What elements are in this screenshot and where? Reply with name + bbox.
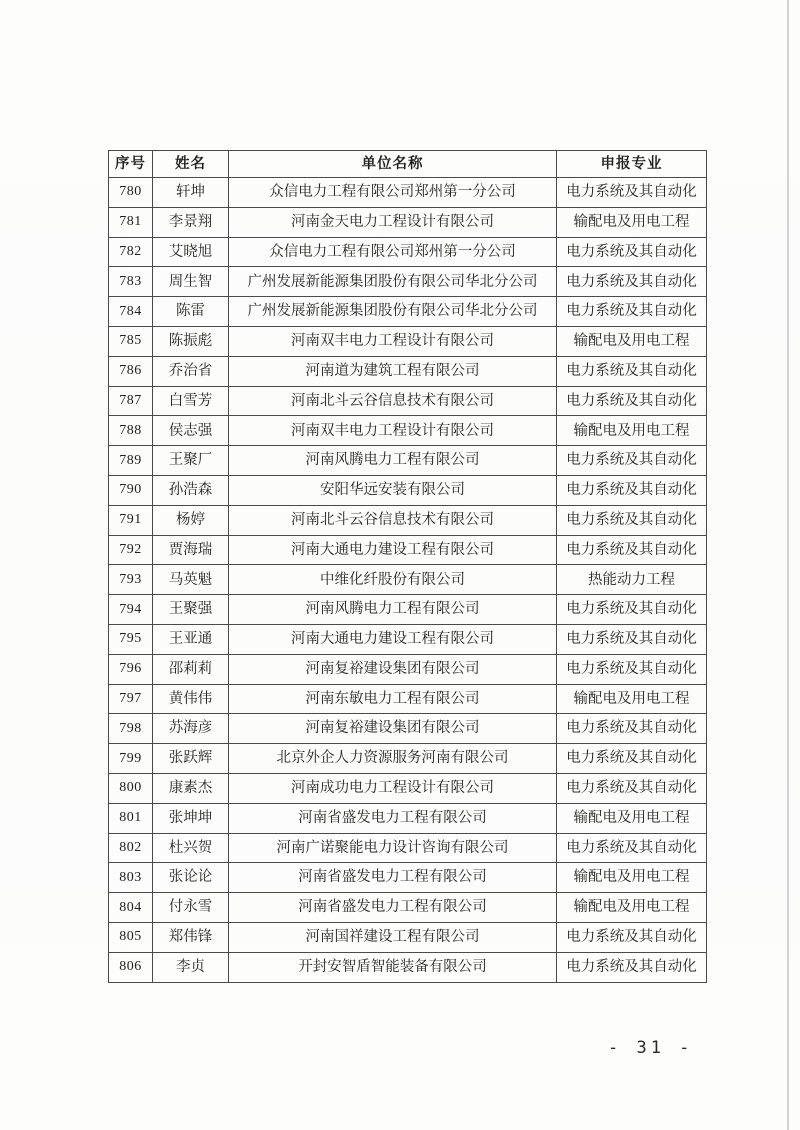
cell-company: 河南复裕建设集团有限公司	[229, 714, 557, 744]
cell-index: 805	[109, 922, 153, 952]
cell-name: 黄伟伟	[153, 684, 229, 714]
cell-specialty: 电力系统及其自动化	[557, 446, 707, 476]
table-row	[109, 654, 707, 684]
cell-index: 788	[109, 416, 153, 446]
cell-index: 806	[109, 952, 153, 982]
applicants-table	[108, 150, 707, 983]
cell-name: 乔治省	[153, 356, 229, 386]
cell-name: 李景翔	[153, 207, 229, 237]
table-row	[109, 535, 707, 565]
cell-index: 803	[109, 863, 153, 893]
table-row	[109, 416, 707, 446]
cell-specialty: 输配电及用电工程	[557, 416, 707, 446]
cell-company: 广州发展新能源集团股份有限公司华北分公司	[229, 297, 557, 327]
cell-index: 786	[109, 356, 153, 386]
table-row	[109, 207, 707, 237]
cell-index: 783	[109, 267, 153, 297]
cell-name: 邵莉莉	[153, 654, 229, 684]
col-header-name: 姓名	[153, 151, 229, 178]
cell-company: 众信电力工程有限公司郑州第一分公司	[229, 178, 557, 208]
cell-name: 轩坤	[153, 178, 229, 208]
table-row	[109, 237, 707, 267]
cell-company: 广州发展新能源集团股份有限公司华北分公司	[229, 267, 557, 297]
cell-name: 艾晓旭	[153, 237, 229, 267]
col-header-company: 单位名称	[229, 151, 557, 178]
cell-company: 河南北斗云谷信息技术有限公司	[229, 386, 557, 416]
cell-name: 王亚通	[153, 624, 229, 654]
cell-specialty: 电力系统及其自动化	[557, 475, 707, 505]
cell-index: 804	[109, 893, 153, 923]
table-row	[109, 446, 707, 476]
cell-name: 张跃辉	[153, 744, 229, 774]
cell-specialty: 电力系统及其自动化	[557, 505, 707, 535]
table-row	[109, 833, 707, 863]
cell-specialty: 电力系统及其自动化	[557, 535, 707, 565]
cell-index: 787	[109, 386, 153, 416]
cell-name: 侯志强	[153, 416, 229, 446]
cell-index: 797	[109, 684, 153, 714]
cell-index: 793	[109, 565, 153, 595]
cell-index: 794	[109, 595, 153, 625]
cell-specialty: 电力系统及其自动化	[557, 744, 707, 774]
cell-specialty: 输配电及用电工程	[557, 207, 707, 237]
cell-index: 801	[109, 803, 153, 833]
cell-index: 796	[109, 654, 153, 684]
cell-specialty: 输配电及用电工程	[557, 684, 707, 714]
table-row	[109, 714, 707, 744]
cell-index: 781	[109, 207, 153, 237]
cell-company: 河南大通电力建设工程有限公司	[229, 624, 557, 654]
table-row	[109, 684, 707, 714]
cell-specialty: 电力系统及其自动化	[557, 922, 707, 952]
cell-index: 792	[109, 535, 153, 565]
cell-index: 782	[109, 237, 153, 267]
cell-specialty: 电力系统及其自动化	[557, 267, 707, 297]
cell-company: 河南省盛发电力工程有限公司	[229, 863, 557, 893]
cell-company: 河南风腾电力工程有限公司	[229, 595, 557, 625]
cell-company: 安阳华远安装有限公司	[229, 475, 557, 505]
cell-name: 王聚强	[153, 595, 229, 625]
cell-specialty: 电力系统及其自动化	[557, 237, 707, 267]
table-row	[109, 863, 707, 893]
table-row	[109, 356, 707, 386]
table-row	[109, 595, 707, 625]
cell-company: 中维化纤股份有限公司	[229, 565, 557, 595]
cell-company: 河南北斗云谷信息技术有限公司	[229, 505, 557, 535]
cell-name: 郑伟锋	[153, 922, 229, 952]
cell-index: 780	[109, 178, 153, 208]
table-row	[109, 475, 707, 505]
cell-company: 河南东敏电力工程有限公司	[229, 684, 557, 714]
table-row	[109, 803, 707, 833]
table-row	[109, 773, 707, 803]
cell-company: 河南金天电力工程设计有限公司	[229, 207, 557, 237]
cell-specialty: 电力系统及其自动化	[557, 833, 707, 863]
cell-specialty: 电力系统及其自动化	[557, 714, 707, 744]
paper-edge-line	[787, 0, 789, 1130]
table-row	[109, 624, 707, 654]
cell-name: 陈振彪	[153, 326, 229, 356]
table-row	[109, 267, 707, 297]
cell-index: 790	[109, 475, 153, 505]
cell-index: 789	[109, 446, 153, 476]
table-row	[109, 326, 707, 356]
table-row	[109, 952, 707, 982]
cell-name: 马英魁	[153, 565, 229, 595]
cell-company: 开封安智盾智能装备有限公司	[229, 952, 557, 982]
cell-specialty: 电力系统及其自动化	[557, 386, 707, 416]
table-body	[109, 178, 707, 983]
cell-company: 北京外企人力资源服务河南有限公司	[229, 744, 557, 774]
cell-name: 付永雪	[153, 893, 229, 923]
table-row	[109, 297, 707, 327]
cell-name: 李贞	[153, 952, 229, 982]
cell-company: 河南国祥建设工程有限公司	[229, 922, 557, 952]
cell-index: 800	[109, 773, 153, 803]
col-header-specialty: 申报专业	[557, 151, 707, 178]
cell-name: 杜兴贺	[153, 833, 229, 863]
table-row	[109, 565, 707, 595]
cell-company: 众信电力工程有限公司郑州第一分公司	[229, 237, 557, 267]
cell-name: 张坤坤	[153, 803, 229, 833]
table-row	[109, 744, 707, 774]
cell-index: 791	[109, 505, 153, 535]
cell-name: 孙浩森	[153, 475, 229, 505]
cell-specialty: 电力系统及其自动化	[557, 773, 707, 803]
table-row	[109, 922, 707, 952]
cell-name: 白雪芳	[153, 386, 229, 416]
cell-name: 杨婷	[153, 505, 229, 535]
col-header-index: 序号	[109, 151, 153, 178]
cell-company: 河南成功电力工程设计有限公司	[229, 773, 557, 803]
cell-name: 王聚厂	[153, 446, 229, 476]
table-header-row	[109, 151, 707, 178]
cell-name: 贾海瑞	[153, 535, 229, 565]
cell-specialty: 输配电及用电工程	[557, 326, 707, 356]
cell-index: 802	[109, 833, 153, 863]
cell-specialty: 输配电及用电工程	[557, 893, 707, 923]
cell-index: 799	[109, 744, 153, 774]
cell-name: 康素杰	[153, 773, 229, 803]
cell-index: 784	[109, 297, 153, 327]
cell-company: 河南风腾电力工程有限公司	[229, 446, 557, 476]
cell-company: 河南大通电力建设工程有限公司	[229, 535, 557, 565]
table-row	[109, 386, 707, 416]
cell-index: 795	[109, 624, 153, 654]
cell-specialty: 电力系统及其自动化	[557, 297, 707, 327]
cell-company: 河南复裕建设集团有限公司	[229, 654, 557, 684]
table-row	[109, 505, 707, 535]
cell-specialty: 电力系统及其自动化	[557, 178, 707, 208]
cell-specialty: 电力系统及其自动化	[557, 654, 707, 684]
cell-name: 陈雷	[153, 297, 229, 327]
cell-name: 苏海彦	[153, 714, 229, 744]
cell-specialty: 输配电及用电工程	[557, 863, 707, 893]
cell-specialty: 电力系统及其自动化	[557, 624, 707, 654]
cell-company: 河南省盛发电力工程有限公司	[229, 893, 557, 923]
cell-index: 798	[109, 714, 153, 744]
cell-name: 张论论	[153, 863, 229, 893]
cell-company: 河南双丰电力工程设计有限公司	[229, 416, 557, 446]
cell-specialty: 热能动力工程	[557, 565, 707, 595]
cell-name: 周生智	[153, 267, 229, 297]
table-row	[109, 178, 707, 208]
cell-specialty: 电力系统及其自动化	[557, 356, 707, 386]
cell-specialty: 输配电及用电工程	[557, 803, 707, 833]
cell-company: 河南省盛发电力工程有限公司	[229, 803, 557, 833]
cell-company: 河南双丰电力工程设计有限公司	[229, 326, 557, 356]
cell-company: 河南广诺聚能电力设计咨询有限公司	[229, 833, 557, 863]
cell-specialty: 电力系统及其自动化	[557, 595, 707, 625]
table-row	[109, 893, 707, 923]
cell-index: 785	[109, 326, 153, 356]
cell-company: 河南道为建筑工程有限公司	[229, 356, 557, 386]
cell-specialty: 电力系统及其自动化	[557, 952, 707, 982]
page-number: - 31 -	[608, 1038, 694, 1058]
